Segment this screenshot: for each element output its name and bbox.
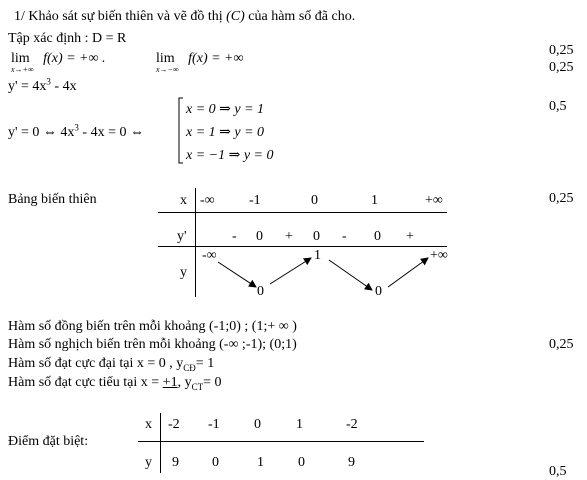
y-val-3: 1 xyxy=(314,248,321,263)
variation-yprime-label: y' xyxy=(177,229,187,244)
decreasing-line: Hàm số nghịch biến trên mỗi khoảng (-∞ ;-1); (0;1) xyxy=(8,337,297,352)
maximum-sub: CĐ xyxy=(183,362,196,373)
equation-suffix: - 4x = 0 ⇔ xyxy=(78,125,144,140)
minimum-mid: , y xyxy=(177,375,192,390)
sp-x-label: x xyxy=(145,417,152,432)
sign-3: + xyxy=(285,229,293,244)
variation-x-3: 0 xyxy=(311,193,318,208)
sign-1: - xyxy=(232,229,237,244)
score-3: 0,5 xyxy=(549,99,567,114)
minimum-prefix: Hàm số đạt cực tiểu tại x = xyxy=(8,375,163,390)
variation-label: Bảng biến thiên xyxy=(8,192,97,207)
increasing-line: Hàm số đồng biến trên mỗi khoảng (-1;0) ; (1;+ ∞ ) xyxy=(8,319,297,334)
sign-4: 0 xyxy=(313,229,320,244)
heading-prefix: 1/ Khảo sát sự biến thiên và vẽ đồ thị xyxy=(14,9,227,24)
minimum-sub: CT xyxy=(191,381,204,392)
y-val-5: +∞ xyxy=(430,248,448,263)
sign-7: + xyxy=(406,229,414,244)
equation-prefix: y' = 0 ⇔ 4x xyxy=(8,125,75,140)
case-1: x = 0 ⇒ y = 1 xyxy=(186,102,265,117)
variation-x-label: x xyxy=(180,193,187,208)
maximum-prefix: Hàm số đạt cực đại tại x = 0 , y xyxy=(8,356,184,371)
score-1: 0,25 xyxy=(549,43,574,58)
case-3: x = −1 ⇒ y = 0 xyxy=(186,148,274,163)
variation-x-4: 1 xyxy=(371,193,378,208)
limit-sub-left: x→+∞ xyxy=(11,65,34,74)
variation-x-1: -∞ xyxy=(200,193,215,208)
special-points-label: Điểm đặt biệt: xyxy=(8,434,89,449)
sp-divider xyxy=(160,413,161,473)
variation-x-5: +∞ xyxy=(425,193,443,208)
derivative-suffix: - 4x xyxy=(50,79,77,94)
maximum-line xyxy=(8,356,214,372)
domain-line: Tập xác định : D = R xyxy=(8,31,127,46)
sp-y-4: 0 xyxy=(298,455,305,470)
score-6: 0,5 xyxy=(549,464,567,479)
sign-6: 0 xyxy=(374,229,381,244)
equation-power: 3 xyxy=(74,122,79,133)
variation-x-2: -1 xyxy=(249,193,261,208)
sign-5: - xyxy=(342,229,347,244)
score-4: 0,25 xyxy=(549,191,574,206)
limit-word-right: lim xyxy=(156,51,175,66)
arrow-up-1 xyxy=(270,258,311,284)
variation-y-label: y xyxy=(180,265,187,280)
case-2: x = 1 ⇒ y = 0 xyxy=(186,125,265,140)
sp-y-label: y xyxy=(145,455,152,470)
y-val-1: -∞ xyxy=(202,248,217,263)
limit-sub-right: x→−∞ xyxy=(156,65,179,74)
minimum-suffix: = 0 xyxy=(203,375,222,390)
sp-x-5: -2 xyxy=(346,417,358,432)
limit-expr-left: f(x) = +∞ . xyxy=(43,51,106,66)
sp-y-5: 9 xyxy=(348,455,355,470)
sp-x-4: 1 xyxy=(296,417,303,432)
sign-2: 0 xyxy=(256,229,263,244)
minimum-line xyxy=(8,375,222,391)
maximum-suffix: = 1 xyxy=(195,356,215,371)
arrow-up-2 xyxy=(388,258,428,287)
sp-y-2: 0 xyxy=(212,455,219,470)
score-5: 0,25 xyxy=(549,337,574,352)
sp-rule xyxy=(138,441,424,442)
minimum-plusminus: +1 xyxy=(162,375,178,390)
y-val-2: 0 xyxy=(257,284,264,299)
sp-y-1: 9 xyxy=(172,455,179,470)
case-brace xyxy=(179,98,183,163)
score-2: 0,25 xyxy=(549,60,574,75)
y-val-4: 0 xyxy=(375,284,382,299)
arrow-down-2 xyxy=(329,260,372,290)
derivative-prefix: y' = 4x xyxy=(8,79,47,94)
limit-word-left: lim xyxy=(11,51,30,66)
derivative-power: 3 xyxy=(46,76,51,87)
arrow-down-1 xyxy=(218,262,256,287)
sp-x-2: -1 xyxy=(208,417,220,432)
sp-x-1: -2 xyxy=(168,417,180,432)
graph-name: (C) xyxy=(226,9,245,24)
sp-x-3: 0 xyxy=(254,417,261,432)
sp-y-3: 1 xyxy=(257,455,264,470)
heading-suffix: của hàm số đã cho. xyxy=(244,9,356,24)
limit-expr-right: f(x) = +∞ xyxy=(188,51,244,66)
